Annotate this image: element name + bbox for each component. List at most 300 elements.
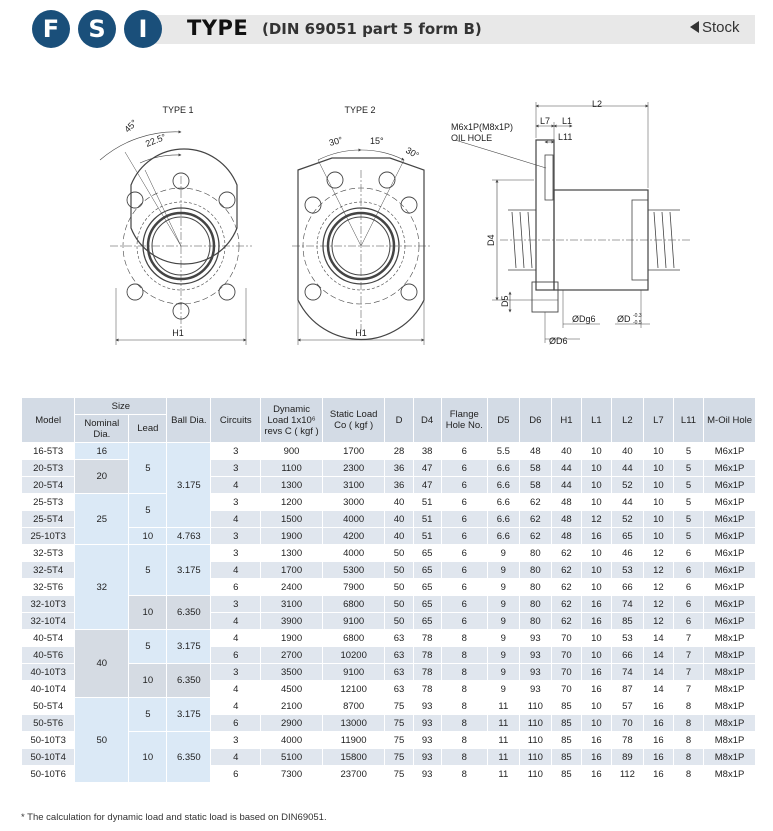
cell-l2: 53 <box>611 630 643 647</box>
cell-circuits: 3 <box>211 528 261 545</box>
oil-hole-spec: M6x1P(M8x1P) <box>451 122 514 132</box>
cell-l11: 6 <box>673 579 703 596</box>
cell-dynamic: 7300 <box>261 766 323 783</box>
table-row <box>22 545 756 562</box>
cell-l1: 10 <box>581 477 611 494</box>
cell-static: 6800 <box>322 630 385 647</box>
cell-d6: 110 <box>519 698 551 715</box>
oil-hole-label: OIL HOLE <box>451 133 493 143</box>
cell-model: 25-5T3 <box>22 494 75 511</box>
th-flange: Flange Hole No. <box>441 398 487 443</box>
cell-l11: 8 <box>673 749 703 766</box>
cell-h1: 48 <box>551 494 581 511</box>
cell-model: 20-5T4 <box>22 477 75 494</box>
cell-static: 9100 <box>322 664 385 681</box>
cell-d5: 6.6 <box>487 528 519 545</box>
angle-45-label: 45° <box>122 117 140 135</box>
cell-dynamic: 2700 <box>261 647 323 664</box>
back-arrow-icon <box>690 21 699 33</box>
cell-nominal-dia: 20 <box>75 460 129 494</box>
cell-l7: 10 <box>643 443 673 460</box>
cell-dynamic: 3500 <box>261 664 323 681</box>
cell-d: 50 <box>385 613 413 630</box>
cell-l2: 89 <box>611 749 643 766</box>
cell-d5: 9 <box>487 545 519 562</box>
cell-flange-holes: 8 <box>441 766 487 783</box>
cell-flange-holes: 6 <box>441 460 487 477</box>
cell-d4: 51 <box>413 528 441 545</box>
cell-l1: 16 <box>581 732 611 749</box>
th-l7: L7 <box>643 398 673 443</box>
cell-h1: 62 <box>551 562 581 579</box>
cell-d: 36 <box>385 460 413 477</box>
cell-l1: 16 <box>581 613 611 630</box>
cell-d4: 93 <box>413 732 441 749</box>
cell-d5: 5.5 <box>487 443 519 460</box>
cell-l7: 10 <box>643 477 673 494</box>
cell-l7: 16 <box>643 698 673 715</box>
cell-lead: 10 <box>129 664 167 698</box>
cell-l11: 7 <box>673 681 703 698</box>
cell-d4: 93 <box>413 749 441 766</box>
cell-l2: 74 <box>611 664 643 681</box>
type1-flange <box>100 132 252 345</box>
cell-dynamic: 4500 <box>261 681 323 698</box>
cell-l2: 46 <box>611 545 643 562</box>
th-circuits: Circuits <box>211 398 261 443</box>
cell-circuits: 4 <box>211 511 261 528</box>
cell-dynamic: 2400 <box>261 579 323 596</box>
cell-d4: 65 <box>413 579 441 596</box>
technical-drawing <box>0 60 773 390</box>
badge-s: S <box>78 10 116 48</box>
cell-d5: 11 <box>487 732 519 749</box>
cell-d4: 51 <box>413 511 441 528</box>
cell-d4: 78 <box>413 681 441 698</box>
cell-dynamic: 1900 <box>261 528 323 545</box>
cell-l11: 6 <box>673 545 703 562</box>
cell-ball-dia: 3.175 <box>167 545 211 596</box>
cell-d5: 6.6 <box>487 494 519 511</box>
dd-tol-bot: -0.5 <box>633 320 642 326</box>
cell-static: 8700 <box>322 698 385 715</box>
cell-d: 40 <box>385 511 413 528</box>
cell-d: 75 <box>385 732 413 749</box>
cell-h1: 62 <box>551 579 581 596</box>
type2-flange <box>292 150 432 345</box>
l2-label: L2 <box>592 99 603 109</box>
cell-l2: 44 <box>611 494 643 511</box>
cell-d: 50 <box>385 579 413 596</box>
cell-oil-hole: M8x1P <box>704 732 756 749</box>
cell-l2: 87 <box>611 681 643 698</box>
type2-label: TYPE 2 <box>344 105 376 115</box>
cell-static: 3100 <box>322 477 385 494</box>
cell-h1: 40 <box>551 443 581 460</box>
cell-dynamic: 900 <box>261 443 323 460</box>
cell-h1: 62 <box>551 596 581 613</box>
angle-22-label: 22.5° <box>144 131 168 149</box>
cell-d5: 6.6 <box>487 460 519 477</box>
cell-d4: 78 <box>413 664 441 681</box>
dd-label: ØD <box>617 314 631 324</box>
cell-l2: 52 <box>611 477 643 494</box>
th-model: Model <box>22 398 75 443</box>
cell-oil-hole: M6x1P <box>704 596 756 613</box>
cell-l2: 44 <box>611 460 643 477</box>
cell-h1: 70 <box>551 647 581 664</box>
cell-circuits: 3 <box>211 460 261 477</box>
cell-h1: 70 <box>551 664 581 681</box>
cell-l11: 5 <box>673 460 703 477</box>
cell-d6: 80 <box>519 596 551 613</box>
cell-d: 28 <box>385 443 413 460</box>
cell-l7: 12 <box>643 562 673 579</box>
cell-l7: 16 <box>643 766 673 783</box>
cell-d5: 11 <box>487 749 519 766</box>
cell-l11: 6 <box>673 562 703 579</box>
cell-l7: 12 <box>643 579 673 596</box>
cell-d6: 110 <box>519 749 551 766</box>
cell-dynamic: 3100 <box>261 596 323 613</box>
th-size: Size <box>75 398 167 415</box>
cell-l1: 16 <box>581 596 611 613</box>
cell-l11: 8 <box>673 732 703 749</box>
cell-d6: 93 <box>519 681 551 698</box>
cell-l1: 10 <box>581 562 611 579</box>
cell-d5: 9 <box>487 562 519 579</box>
cell-d5: 9 <box>487 647 519 664</box>
cell-d4: 47 <box>413 460 441 477</box>
cell-l11: 5 <box>673 477 703 494</box>
stock-link[interactable] <box>690 19 740 36</box>
cell-d6: 80 <box>519 562 551 579</box>
cell-static: 4200 <box>322 528 385 545</box>
cell-static: 10200 <box>322 647 385 664</box>
l7-label: L7 <box>540 116 551 126</box>
cell-oil-hole: M8x1P <box>704 664 756 681</box>
cell-l1: 10 <box>581 630 611 647</box>
cell-l2: 52 <box>611 511 643 528</box>
cell-d: 75 <box>385 749 413 766</box>
cell-h1: 48 <box>551 511 581 528</box>
cell-circuits: 3 <box>211 443 261 460</box>
cell-l2: 65 <box>611 528 643 545</box>
th-oil: M-Oil Hole <box>704 398 756 443</box>
cell-l1: 16 <box>581 749 611 766</box>
cell-flange-holes: 8 <box>441 698 487 715</box>
cell-circuits: 3 <box>211 664 261 681</box>
cell-oil-hole: M8x1P <box>704 749 756 766</box>
cell-l7: 12 <box>643 545 673 562</box>
cell-h1: 85 <box>551 749 581 766</box>
cell-flange-holes: 8 <box>441 715 487 732</box>
cell-d5: 11 <box>487 715 519 732</box>
cell-dynamic: 1900 <box>261 630 323 647</box>
th-nominal: Nominal Dia. <box>75 415 129 443</box>
cell-oil-hole: M6x1P <box>704 613 756 630</box>
th-l1: L1 <box>581 398 611 443</box>
table-row <box>22 596 756 613</box>
cell-oil-hole: M6x1P <box>704 562 756 579</box>
cell-d5: 11 <box>487 766 519 783</box>
cell-model: 40-10T3 <box>22 664 75 681</box>
cell-flange-holes: 8 <box>441 681 487 698</box>
cell-d4: 78 <box>413 630 441 647</box>
cell-d: 36 <box>385 477 413 494</box>
d6-label: ØD6 <box>549 336 568 346</box>
cell-lead: 10 <box>129 596 167 630</box>
cell-d: 75 <box>385 698 413 715</box>
cell-circuits: 3 <box>211 732 261 749</box>
cell-model: 50-10T6 <box>22 766 75 783</box>
cell-circuits: 3 <box>211 596 261 613</box>
cell-d5: 9 <box>487 630 519 647</box>
cell-circuits: 4 <box>211 681 261 698</box>
cell-lead: 5 <box>129 494 167 528</box>
cell-ball-dia: 4.763 <box>167 528 211 545</box>
cell-oil-hole: M8x1P <box>704 715 756 732</box>
cell-flange-holes: 6 <box>441 443 487 460</box>
cell-l1: 10 <box>581 715 611 732</box>
cell-d5: 9 <box>487 681 519 698</box>
cell-oil-hole: M8x1P <box>704 630 756 647</box>
cell-l11: 5 <box>673 511 703 528</box>
cell-lead: 5 <box>129 443 167 494</box>
cell-static: 15800 <box>322 749 385 766</box>
cell-l11: 5 <box>673 528 703 545</box>
d5-label: D5 <box>500 295 510 307</box>
cell-l2: 112 <box>611 766 643 783</box>
cell-model: 32-5T4 <box>22 562 75 579</box>
cell-static: 3000 <box>322 494 385 511</box>
cell-d5: 6.6 <box>487 477 519 494</box>
cell-l11: 8 <box>673 766 703 783</box>
cell-d4: 47 <box>413 477 441 494</box>
cell-l2: 53 <box>611 562 643 579</box>
cell-d6: 110 <box>519 732 551 749</box>
cell-circuits: 4 <box>211 630 261 647</box>
cell-oil-hole: M8x1P <box>704 681 756 698</box>
cell-oil-hole: M6x1P <box>704 460 756 477</box>
cell-model: 16-5T3 <box>22 443 75 460</box>
cell-dynamic: 1300 <box>261 477 323 494</box>
cell-circuits: 3 <box>211 545 261 562</box>
d4-label: D4 <box>486 234 496 246</box>
cell-model: 50-10T4 <box>22 749 75 766</box>
cell-flange-holes: 6 <box>441 613 487 630</box>
cell-ball-dia: 6.350 <box>167 596 211 630</box>
cell-h1: 70 <box>551 630 581 647</box>
cell-d4: 93 <box>413 766 441 783</box>
cell-oil-hole: M6x1P <box>704 528 756 545</box>
cell-static: 9100 <box>322 613 385 630</box>
page-header <box>0 0 773 60</box>
th-d: D <box>385 398 413 443</box>
cell-model: 32-5T6 <box>22 579 75 596</box>
cell-d6: 110 <box>519 715 551 732</box>
badge-f: F <box>32 10 70 48</box>
th-static: Static Load Co ( kgf ) <box>322 398 385 443</box>
cell-l7: 10 <box>643 511 673 528</box>
cell-d5: 11 <box>487 698 519 715</box>
cell-circuits: 4 <box>211 749 261 766</box>
cell-l11: 5 <box>673 494 703 511</box>
cell-l1: 10 <box>581 494 611 511</box>
cell-oil-hole: M8x1P <box>704 647 756 664</box>
cell-ball-dia: 3.175 <box>167 443 211 528</box>
table-row <box>22 528 756 545</box>
th-lead: Lead <box>129 415 167 443</box>
angle-30a-label: 30° <box>327 134 344 148</box>
cell-h1: 44 <box>551 477 581 494</box>
badge-i: I <box>124 10 162 48</box>
cell-oil-hole: M8x1P <box>704 698 756 715</box>
page-title: TYPE <box>187 16 249 40</box>
cell-d: 40 <box>385 494 413 511</box>
cell-h1: 85 <box>551 732 581 749</box>
th-dynamic: Dynamic Load 1x10⁶ revs C ( kgf ) <box>261 398 323 443</box>
cell-lead: 5 <box>129 698 167 732</box>
cell-static: 4000 <box>322 545 385 562</box>
cell-static: 11900 <box>322 732 385 749</box>
cell-d: 63 <box>385 647 413 664</box>
cell-l1: 12 <box>581 511 611 528</box>
cell-circuits: 4 <box>211 477 261 494</box>
cell-l1: 10 <box>581 545 611 562</box>
cell-l7: 10 <box>643 460 673 477</box>
th-ball: Ball Dia. <box>167 398 211 443</box>
cell-nominal-dia: 40 <box>75 630 129 698</box>
cell-l11: 6 <box>673 596 703 613</box>
cell-l1: 16 <box>581 664 611 681</box>
cell-l2: 66 <box>611 647 643 664</box>
cell-model: 25-10T3 <box>22 528 75 545</box>
spec-table <box>21 397 756 783</box>
cell-d4: 93 <box>413 698 441 715</box>
cell-l1: 10 <box>581 698 611 715</box>
cell-lead: 5 <box>129 545 167 596</box>
dd-tol-top: -0.3 <box>633 313 642 319</box>
cell-dynamic: 1300 <box>261 545 323 562</box>
cell-model: 20-5T3 <box>22 460 75 477</box>
table-row <box>22 732 756 749</box>
cell-l11: 7 <box>673 664 703 681</box>
cell-circuits: 4 <box>211 562 261 579</box>
cell-lead: 5 <box>129 630 167 664</box>
cell-flange-holes: 6 <box>441 511 487 528</box>
cell-h1: 85 <box>551 715 581 732</box>
cell-d6: 62 <box>519 511 551 528</box>
th-l11: L11 <box>673 398 703 443</box>
cell-static: 12100 <box>322 681 385 698</box>
cell-flange-holes: 6 <box>441 528 487 545</box>
cell-nominal-dia: 50 <box>75 698 129 783</box>
table-row <box>22 664 756 681</box>
cell-l7: 16 <box>643 749 673 766</box>
cell-d: 63 <box>385 664 413 681</box>
cell-h1: 85 <box>551 766 581 783</box>
cell-nominal-dia: 16 <box>75 443 129 460</box>
cell-d: 50 <box>385 545 413 562</box>
dg6-label: ØDg6 <box>572 314 596 324</box>
cell-d4: 93 <box>413 715 441 732</box>
cell-oil-hole: M6x1P <box>704 494 756 511</box>
cell-d: 75 <box>385 766 413 783</box>
cell-l11: 8 <box>673 715 703 732</box>
cell-circuits: 6 <box>211 579 261 596</box>
cell-flange-holes: 8 <box>441 732 487 749</box>
cell-d4: 65 <box>413 613 441 630</box>
cell-flange-holes: 6 <box>441 579 487 596</box>
cell-static: 2300 <box>322 460 385 477</box>
cell-d4: 65 <box>413 562 441 579</box>
cell-h1: 48 <box>551 528 581 545</box>
cell-l7: 14 <box>643 681 673 698</box>
cell-model: 40-5T4 <box>22 630 75 647</box>
l1-label: L1 <box>562 116 573 126</box>
cell-ball-dia: 6.350 <box>167 732 211 783</box>
cell-d: 50 <box>385 562 413 579</box>
cell-flange-holes: 6 <box>441 494 487 511</box>
cell-flange-holes: 8 <box>441 630 487 647</box>
cell-model: 32-10T4 <box>22 613 75 630</box>
th-d5: D5 <box>487 398 519 443</box>
cell-l11: 7 <box>673 630 703 647</box>
cell-l1: 16 <box>581 528 611 545</box>
cell-dynamic: 4000 <box>261 732 323 749</box>
type2-h1-label: H1 <box>355 328 367 338</box>
cell-h1: 44 <box>551 460 581 477</box>
cell-l2: 66 <box>611 579 643 596</box>
cell-circuits: 4 <box>211 613 261 630</box>
cell-d: 40 <box>385 528 413 545</box>
cell-static: 5300 <box>322 562 385 579</box>
cell-d6: 58 <box>519 460 551 477</box>
footnote: * The calculation for dynamic load and static load is based on DIN69051. <box>21 812 327 823</box>
cell-d: 75 <box>385 715 413 732</box>
cell-model: 50-10T3 <box>22 732 75 749</box>
cell-d6: 48 <box>519 443 551 460</box>
cell-oil-hole: M6x1P <box>704 477 756 494</box>
cell-h1: 62 <box>551 545 581 562</box>
cell-d6: 62 <box>519 528 551 545</box>
table-row <box>22 698 756 715</box>
cell-l7: 14 <box>643 664 673 681</box>
cell-circuits: 6 <box>211 647 261 664</box>
cell-d6: 80 <box>519 545 551 562</box>
cell-model: 50-5T4 <box>22 698 75 715</box>
cell-l2: 85 <box>611 613 643 630</box>
cell-h1: 85 <box>551 698 581 715</box>
cell-nominal-dia: 32 <box>75 545 129 630</box>
cell-d: 50 <box>385 596 413 613</box>
table-row <box>22 443 756 460</box>
cell-l11: 7 <box>673 647 703 664</box>
cell-l7: 12 <box>643 613 673 630</box>
cell-d6: 93 <box>519 630 551 647</box>
cell-dynamic: 2100 <box>261 698 323 715</box>
cell-model: 32-10T3 <box>22 596 75 613</box>
cell-d6: 93 <box>519 647 551 664</box>
cell-oil-hole: M6x1P <box>704 511 756 528</box>
cell-model: 25-5T4 <box>22 511 75 528</box>
cell-l7: 16 <box>643 715 673 732</box>
cell-d5: 9 <box>487 613 519 630</box>
cell-nominal-dia: 25 <box>75 494 129 545</box>
cell-static: 4000 <box>322 511 385 528</box>
cell-circuits: 4 <box>211 698 261 715</box>
